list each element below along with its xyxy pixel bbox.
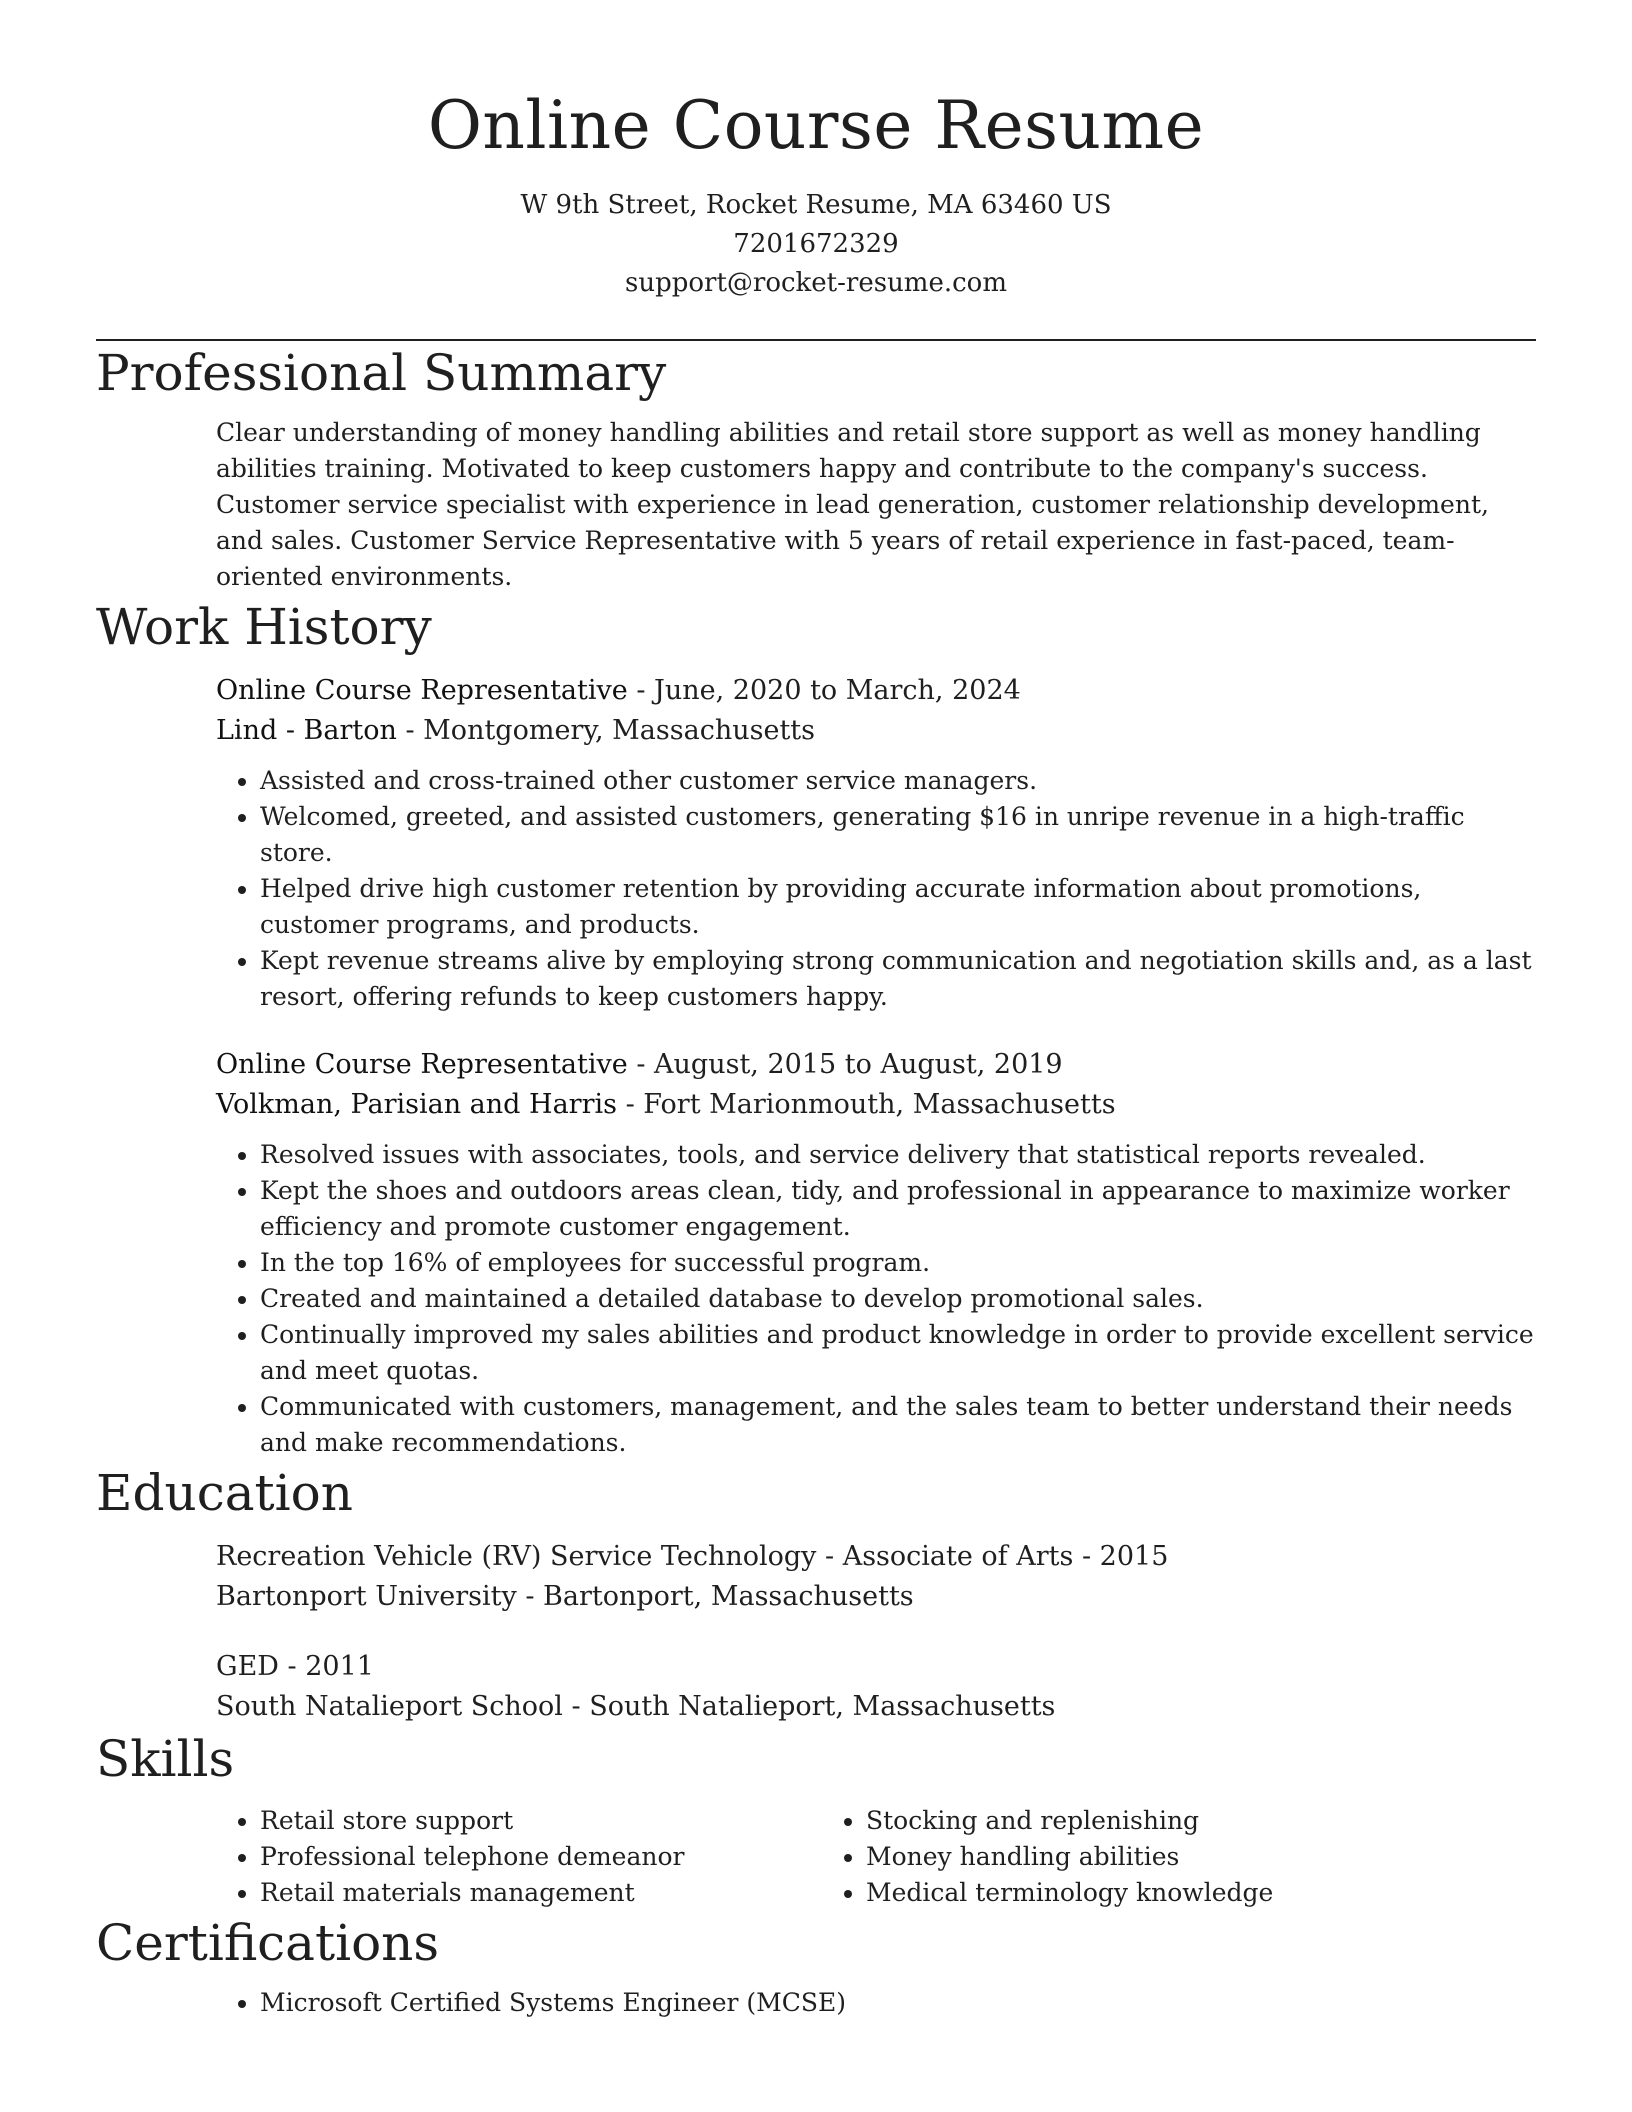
education-entry: [216, 1537, 1536, 1617]
education-entry: [216, 1647, 1536, 1727]
contact-email: support@rocket-resume.com: [624, 268, 1007, 298]
job-bullet: • Continually improved my sales abilities and product knowledge in order to provide excellent service and meet quotas.: [260, 1317, 1536, 1389]
education-degree-line: [216, 1647, 1536, 1687]
contact-address: W 9th Street, Rocket Resume, MA 63460 US: [520, 190, 1112, 220]
education-location: - Bartonport, Massachusetts: [516, 1581, 914, 1612]
education-school-line: [216, 1687, 1536, 1727]
certifications-heading: Certifications: [96, 1914, 440, 1972]
education-school: South Natalieport School: [216, 1691, 563, 1722]
skill-item: • Professional telephone demeanor: [260, 1839, 822, 1875]
job-entry: [216, 1045, 1536, 1461]
job-position: Online Course Representative: [216, 675, 628, 706]
contact-info: [96, 186, 1536, 303]
job-location: - Montgomery, Massachusetts: [396, 715, 816, 746]
resume-header: [96, 0, 1536, 341]
skill-item: • Retail store support: [260, 1803, 822, 1839]
contact-phone: 7201672329: [733, 229, 899, 259]
job-bullet: • Helped drive high customer retention by providing accurate information about promotions, customer programs, and products.: [260, 871, 1536, 943]
education-school-line: [216, 1577, 1536, 1617]
education-year: - 2011: [278, 1651, 374, 1682]
job-dates: - August, 2015 to August, 2019: [627, 1049, 1063, 1080]
job-bullet: • Kept revenue streams alive by employing strong communication and negotiation skills and, as a last resort, offering refunds to keep customers happy.: [260, 943, 1536, 1015]
skill-item: • Stocking and replenishing: [866, 1803, 1428, 1839]
education-list: [216, 1537, 1536, 1727]
summary-text: Clear understanding of money handling abilities and retail store support as well as money handling abilities training. Motivated to keep customers happy and contribute to the company's success. Customer service specialist with experience in lead generation, customer relationship development, and sales. Customer Service Representative with 5 years of retail experience in fast-paced, team-oriented environments.: [216, 418, 1489, 591]
job-bullet: • Assisted and cross-trained other customer service managers.: [260, 763, 1536, 799]
certifications-block: [216, 1985, 1536, 2021]
education-degree-line: [216, 1537, 1536, 1577]
job-company-line: [216, 1085, 1536, 1125]
skills-columns: [216, 1803, 1536, 1911]
education-degree: Recreation Vehicle (RV) Service Technology - Associate of Arts: [216, 1541, 1074, 1572]
resume-title: Online Course Resume: [427, 87, 1205, 164]
job-title-line: [216, 671, 1536, 711]
job-company: Volkman, Parisian and Harris: [216, 1089, 617, 1120]
job-company-line: [216, 711, 1536, 751]
job-bullet: • Welcomed, greeted, and assisted customers, generating $16 in unripe revenue in a high-traffic store.: [260, 799, 1536, 871]
job-title-line: [216, 1045, 1536, 1085]
job-bullet: • In the top 16% of employees for successful program.: [260, 1245, 1536, 1281]
skills-list-right: [822, 1803, 1428, 1911]
job-entry: [216, 671, 1536, 1015]
skill-item: • Money handling abilities: [866, 1839, 1428, 1875]
skill-item: • Medical terminology knowledge: [866, 1875, 1428, 1911]
job-bullets: [216, 763, 1536, 1015]
certifications-list: [216, 1985, 1536, 2021]
job-location: - Fort Marionmouth, Massachusetts: [616, 1089, 1116, 1120]
job-company: Lind - Barton: [216, 715, 397, 746]
job-bullet: • Kept the shoes and outdoors areas clean, tidy, and professional in appearance to maximize worker efficiency and promote customer engagement.: [260, 1173, 1536, 1245]
job-dates: - June, 2020 to March, 2024: [627, 675, 1021, 706]
education-degree: GED: [216, 1651, 279, 1682]
skill-item: • Retail materials management: [260, 1875, 822, 1911]
skills-list-left: [216, 1803, 822, 1911]
summary-heading: Professional Summary: [96, 344, 667, 402]
job-bullet: • Resolved issues with associates, tools, and service delivery that statistical reports revealed.: [260, 1137, 1536, 1173]
job-bullets: [216, 1137, 1536, 1461]
job-bullet: • Communicated with customers, management, and the sales team to better understand their needs and make recommendations.: [260, 1389, 1536, 1461]
job-position: Online Course Representative: [216, 1049, 628, 1080]
education-year: - 2015: [1073, 1541, 1169, 1572]
education-heading: Education: [96, 1464, 353, 1522]
education-location: - South Natalieport, Massachusetts: [562, 1691, 1056, 1722]
resume-page: [96, 0, 1536, 2021]
work-history-heading: Work History: [96, 598, 432, 656]
job-bullet: • Created and maintained a detailed database to develop promotional sales.: [260, 1281, 1536, 1317]
certification-item: • Microsoft Certified Systems Engineer (MCSE): [260, 1985, 1536, 2021]
skills-heading: Skills: [96, 1730, 235, 1788]
education-school: Bartonport University: [216, 1581, 517, 1612]
